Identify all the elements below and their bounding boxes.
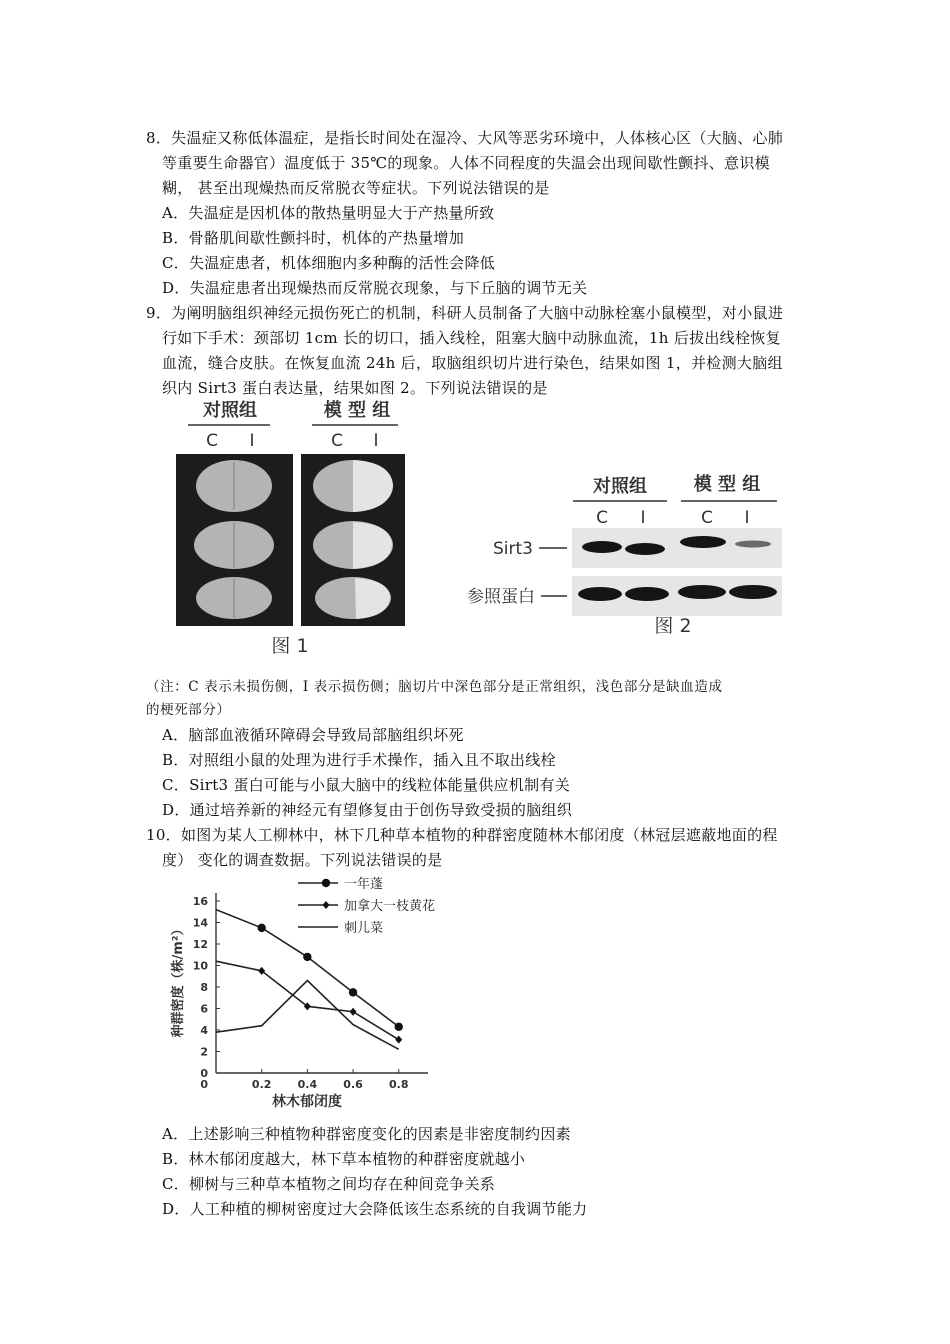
fig1-infarct-regions [353, 460, 393, 619]
chart-y-tick-label: 6 [200, 1002, 208, 1016]
chart-y-tick-label: 14 [192, 916, 208, 930]
fig2-control-c: C [596, 508, 608, 528]
q9-option-c: C．Sirt3 蛋白可能与小鼠大脑中的线粒体能量供应机制有关 [162, 776, 571, 794]
chart-point-circle [303, 953, 311, 961]
chart-legend-marker [323, 901, 330, 909]
fig1-model-i: I [373, 431, 379, 451]
q8-stem-line-1: 8．失温症又称低体温症，是指长时间处在湿冷、大风等恶劣环境中，人体核心区（大脑、心肺 [146, 129, 784, 147]
fig1-model-label: 模 型 组 [323, 400, 391, 421]
fig2-reference-band-model-i [729, 585, 777, 599]
figure-1-brain-slices [170, 398, 415, 660]
q9-note-line-1: （注：C 表示未损伤侧，I 表示损伤侧；脑切片中深色部分是正常组织，浅色部分是缺血造成 [146, 679, 723, 695]
chart-legend-label: 加拿大一枝黄花 [344, 899, 436, 914]
q9-option-b: B．对照组小鼠的处理为进行手术操作，插入且不取出线栓 [162, 751, 556, 769]
chart-y-tick-label: 2 [200, 1045, 208, 1059]
chart-legend [298, 876, 435, 936]
chart-x-tick-label: 0.8 [388, 1078, 409, 1091]
q10-option-a: A．上述影响三种植物种群密度变化的因素是非密度制约因素 [162, 1125, 571, 1143]
fig1-control-label: 对照组 [203, 400, 257, 421]
q9-stem-line-4: 织内 Sirt3 蛋白表达量，结果如图 2。下列说法错误的是 [162, 379, 548, 397]
chart-legend-marker [322, 879, 330, 887]
q8-option-a: A．失温症是因机体的散热量明显大于产热量所致 [162, 204, 495, 222]
chart-point-circle [349, 988, 357, 996]
q8-stem-line-2: 等重要生命器官）温度低于 35℃的现象。人体不同程度的失温会出现间歇性颤抖、意识模 [162, 154, 770, 172]
q8-stem-line-3: 糊， 甚至出现燥热而反常脱衣等症状。下列说法错误的是 [162, 179, 550, 197]
fig2-caption: 图 2 [654, 615, 692, 637]
fig1-model-c: C [331, 431, 343, 451]
fig2-sirt3-band-control-c [582, 541, 622, 553]
q10-option-d: D．人工种植的柳树密度过大会降低该生态系统的自我调节能力 [162, 1200, 588, 1218]
q8-option-c: C．失温症患者，机体细胞内多种酶的活性会降低 [162, 254, 496, 272]
q9-option-a: A．脑部血液循环障碍会导致局部脑组织坏死 [162, 726, 464, 744]
chart-y-tick-label: 12 [192, 938, 208, 951]
q8-option-d: D．失温症患者出现燥热而反常脱衣现象，与下丘脑的调节无关 [162, 279, 588, 297]
chart-x-tick-label: 0 [200, 1078, 208, 1091]
q8-option-b: B．骨骼肌间歇性颤抖时，机体的产热量增加 [162, 229, 465, 247]
chart-y-tick-label: 8 [200, 981, 208, 994]
q9-option-d: D．通过培养新的神经元有望修复由于创伤导致受损的脑组织 [162, 801, 573, 819]
fig2-sirt3-band-model-i [735, 541, 771, 548]
chart-y-tick-label: 10 [192, 959, 208, 973]
fig2-reference-band-model-c [678, 585, 726, 599]
chart-legend-label: 一年蓬 [344, 877, 384, 892]
q10-stem-line-1: 10．如图为某人工柳林中，林下几种草本植物的种群密度随林木郁闭度（林冠层遮蔽地面的程 [146, 826, 778, 844]
fig2-sirt3-band-control-i [625, 543, 665, 555]
population-density-chart [160, 870, 460, 1120]
chart-x-axis-label: 林木郁闭度 [272, 1094, 342, 1110]
fig2-control-i: I [640, 508, 646, 528]
q10-option-b: B．林木郁闭度越大，林下草本植物的种群密度就越小 [162, 1150, 526, 1168]
chart-y-tick-label: 0 [200, 1067, 208, 1080]
chart-axes [193, 893, 428, 1091]
chart-point-diamond [395, 1036, 402, 1044]
chart-y-axis-label: 种群密度（株/m²） [171, 922, 186, 1038]
chart-x-tick-label: 0.4 [297, 1078, 318, 1091]
chart-point-circle [257, 924, 265, 932]
q9-stem-line-1: 9．为阐明脑组织神经元损伤死亡的机制，科研人员制备了大脑中动脉栓塞小鼠模型，对小鼠进 [146, 304, 784, 322]
chart-y-tick-label: 16 [192, 895, 208, 908]
fig2-sirt3-band-model-c [680, 536, 726, 548]
chart-series-line-2 [216, 981, 399, 1050]
chart-y-tick-label: 4 [200, 1024, 208, 1037]
q9-stem-line-2: 行如下手术：颈部切 1cm 长的切口，插入线栓，阻塞大脑中动脉血流，1h 后拔出线栓恢复 [162, 329, 781, 347]
fig1-control-i: I [249, 431, 255, 451]
fig2-model-label: 模 型 组 [693, 474, 761, 495]
fig2-sirt3-label: Sirt3 [493, 539, 533, 559]
chart-x-tick-label: 0.2 [251, 1078, 272, 1091]
fig1-control-c: C [206, 431, 218, 451]
q9-note-line-2: 的梗死部分） [146, 702, 231, 718]
fig2-reference-label: 参照蛋白 [467, 587, 535, 607]
chart-point-diamond [350, 1008, 357, 1016]
q9-stem-line-3: 血流，缝合皮肤。在恢复血流 24h 后，取脑组织切片进行染色，结果如图 1，并检测大脑组 [162, 354, 783, 372]
q10-option-c: C．柳树与三种草本植物之间均存在种间竞争关系 [162, 1175, 496, 1193]
chart-legend-label: 刺儿菜 [344, 921, 384, 936]
chart-x-tick-label: 0.6 [343, 1078, 363, 1091]
fig2-model-i: I [744, 508, 750, 528]
fig2-reference-band-control-c [578, 587, 622, 601]
fig2-reference-band-control-i [625, 587, 669, 601]
fig2-model-c: C [701, 508, 713, 528]
q10-stem-line-2: 度） 变化的调查数据。下列说法错误的是 [162, 851, 443, 869]
fig2-control-label: 对照组 [593, 476, 647, 497]
chart-point-circle [395, 1023, 403, 1031]
figure-2-western-blot [455, 470, 790, 645]
fig1-caption: 图 1 [271, 635, 309, 657]
